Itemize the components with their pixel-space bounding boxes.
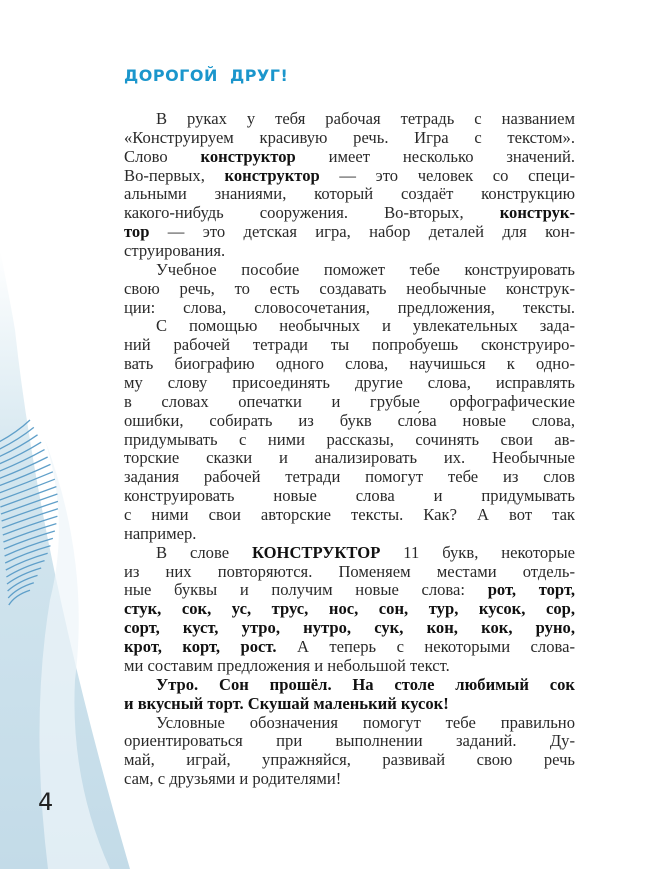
text: из них повторяются. Поменяем местами отдель- — [124, 561, 575, 581]
body-text — [124, 110, 575, 789]
text: сам, с друзьями и родителями! — [124, 769, 342, 789]
paragraph — [124, 317, 575, 543]
text: задания рабочей тетради помогут тебе из слов — [124, 467, 575, 487]
text-line — [124, 487, 575, 506]
text-line — [124, 393, 575, 412]
text-line — [124, 299, 575, 318]
text: с ними свои авторские тексты. Как? А вот так — [124, 505, 575, 525]
text-line — [124, 431, 575, 450]
page-number: 4 — [38, 788, 54, 816]
text: А теперь с некоторыми слова- — [276, 637, 576, 657]
text: ошибки, собирать из букв сло́ва новые слова, — [124, 410, 575, 430]
text-line — [124, 412, 575, 431]
text-line — [124, 110, 575, 129]
text-line — [124, 223, 575, 242]
text-line — [124, 581, 575, 600]
text: май, играй, упражняйся, развивай свою речь — [124, 750, 575, 770]
text: какого-нибудь сооружения. Во-вторых, — [124, 203, 500, 223]
text: в словах опечатки и грубые орфографические — [124, 391, 575, 411]
text-line — [124, 468, 575, 487]
text: — это человек со специ- — [319, 165, 575, 185]
text: ми составим предложения и небольшой текст. — [124, 655, 450, 675]
text: ний рабочей тетради ты попробуешь сконструиро- — [124, 335, 575, 355]
text-line — [124, 261, 575, 280]
text-line — [124, 167, 575, 186]
text-line — [124, 129, 575, 148]
text-line — [124, 600, 575, 619]
text-line — [124, 336, 575, 355]
text-line — [124, 544, 575, 563]
page-title: ДОРОГОЙ ДРУГ! — [124, 66, 289, 85]
text-line — [124, 525, 575, 544]
text-line — [124, 204, 575, 223]
text: свою речь, то есть создавать необычные конструк- — [124, 278, 575, 298]
text: имеет несколько значений. — [295, 146, 575, 166]
text-line — [124, 449, 575, 468]
text: ные буквы и получим новые слова: — [124, 580, 488, 600]
text: му слову присоединять другие слова, исправлять — [124, 373, 575, 393]
text: Условные обозначения помогут тебе правильно — [156, 712, 575, 732]
text: например. — [124, 523, 197, 543]
text: — это детская игра, набор деталей для кон- — [149, 222, 575, 242]
text-line — [124, 751, 575, 770]
text: Во-первых, — [124, 165, 225, 185]
text: альными знаниями, который создаёт конструкцию — [124, 184, 575, 204]
text-line — [124, 317, 575, 336]
text: придумывать с ними рассказы, сочинять свои ав- — [124, 429, 575, 449]
bold-text: КОНСТРУКТОР — [252, 542, 381, 562]
text: вать биографию одного слова, научишься к одно- — [124, 354, 575, 374]
paragraph — [124, 261, 575, 318]
text-line — [124, 770, 575, 789]
text-line — [124, 657, 575, 676]
text: Учебное пособие поможет тебе конструировать — [156, 259, 575, 279]
text-line — [124, 695, 575, 714]
bold-text: сорт, куст, утро, нутро, сук, кон, кок, руно, — [124, 618, 575, 638]
text-line — [124, 506, 575, 525]
paragraph — [124, 110, 575, 261]
text-line — [124, 185, 575, 204]
text-line — [124, 619, 575, 638]
bold-text: и вкусный торт. Скушай маленький кусок! — [124, 693, 449, 713]
paragraph — [124, 714, 575, 789]
text: С помощью необычных и увлекательных зада- — [156, 316, 575, 336]
text: В руках у тебя рабочая тетрадь с названием — [156, 109, 575, 128]
bold-text: конструктор — [224, 165, 320, 185]
text-line — [124, 374, 575, 393]
text: конструировать новые слова и придумывать — [124, 486, 575, 506]
text-line — [124, 148, 575, 167]
text-line — [124, 242, 575, 261]
text: ориентироваться при выполнении заданий. Ду- — [124, 731, 575, 751]
paragraph — [124, 676, 575, 714]
text: торские сказки и анализировать их. Необычные — [124, 448, 575, 468]
bold-text: Утро. Сон прошёл. На столе любимый сок — [156, 674, 575, 694]
text-line — [124, 714, 575, 733]
bold-text: тор — [124, 222, 150, 242]
text: «Конструируем красивую речь. Игра с текстом». — [124, 127, 575, 147]
bold-text: рот, торт, — [487, 580, 575, 600]
text: В слове — [156, 542, 253, 562]
bold-text: крот, корт, рост. — [124, 637, 277, 657]
text: струирования. — [124, 241, 226, 261]
text-line — [124, 676, 575, 695]
text-line — [124, 732, 575, 751]
paragraph — [124, 544, 575, 676]
bold-text: стук, сок, ус, трус, нос, сон, тур, кусок, сор, — [124, 599, 575, 619]
text-line — [124, 355, 575, 374]
bold-text: конструк- — [499, 203, 575, 223]
text-line — [124, 280, 575, 299]
text: ции: слова, словосочетания, предложения, тексты. — [124, 297, 575, 317]
bold-text: конструктор — [200, 146, 296, 166]
text-line — [124, 563, 575, 582]
text: 11 букв, некоторые — [380, 542, 575, 562]
text: Слово — [124, 146, 201, 166]
text-line — [124, 638, 575, 657]
